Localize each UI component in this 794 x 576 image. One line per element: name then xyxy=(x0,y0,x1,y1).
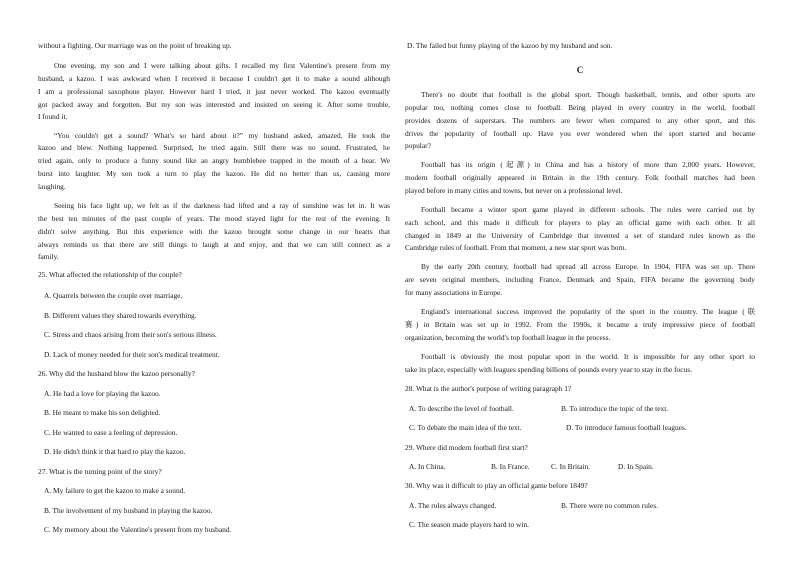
text-line: England's international success improved the popularity of the sport in the country. The league (联 xyxy=(421,307,755,316)
option-a: A. Quarrels between the couple over marriage. xyxy=(44,291,183,300)
text-line: Football is obviously the most popular sport in the world. It is impossible for any other sport to xyxy=(421,352,755,361)
question-stem: 25. What affected the relationship of the couple? xyxy=(38,270,182,279)
question-stem: 26. Why did the husband blow the kazoo personally? xyxy=(38,369,195,378)
option-d: D. In Spain. xyxy=(618,462,654,471)
text-line: take its place, especially with leagues spending billions of pounds every year to stay in the focus. xyxy=(405,365,692,374)
option-c: C. My memory about the Valentine's present from my husband. xyxy=(44,525,232,534)
text-line: husband, a kazoo. I was awkward when I received it because I couldn't get it to make a sound although xyxy=(38,74,390,83)
text-line: popular too, nothing comes close to football. Being played in every country in the world, football xyxy=(405,103,755,112)
text-line: didn't solve anything. But this experience with the kazoo brought some change in our hearts that xyxy=(38,227,390,236)
text-line: Football became a winter sport game played in different schools. The rules were carried out by xyxy=(421,205,755,214)
option-b: B. To introduce the topic of the text. xyxy=(561,404,669,413)
text-line: family. xyxy=(38,252,59,261)
option-a: A. My failure to get the kazoo to make a sound. xyxy=(44,486,186,495)
text-line: for many associations in Europe. xyxy=(405,288,503,297)
section-heading: C xyxy=(576,65,584,75)
question-stem: 28. What is the author's purpose of writing paragraph 1? xyxy=(405,384,572,393)
option-a: A. He had a love for playing the kazoo. xyxy=(44,389,161,398)
text-line: kazoo and blew. Nothing happened. Surprised, he tried again. Still there was no sound. Frustrated, he xyxy=(38,143,390,152)
text-line: laughing. xyxy=(38,182,66,191)
text-line: I found it. xyxy=(38,112,68,121)
option-d: D. He didn't think it that hard to play the kazoo. xyxy=(44,447,186,456)
text-line: There's no doubt that football is the global sport. Though basketball, tennis, and other sports are xyxy=(421,90,755,99)
option-c: C. To debate the main idea of the text. xyxy=(409,423,522,432)
option-c: C. The season made players hard to win. xyxy=(409,520,529,529)
option-a: A. To describe the level of football. xyxy=(409,404,514,413)
option-b: B. Different values they shared towards everything. xyxy=(44,311,197,320)
text-line: always reminds us that there are still things to laugh at and enjoy, and that we can still connect as a xyxy=(38,240,390,249)
option-d: D. Lack of money needed for their son's medical treatment. xyxy=(44,350,220,359)
text-line: burst into laughter. My son took a turn to play the kazoo. He did no better than us, causing more xyxy=(38,169,390,178)
text-line: got packed away and forgotten. But my son was interested and insisted on seeing it. After some trouble, xyxy=(38,100,390,109)
text-line: the best ten minutes of the past couple of years. The mood stayed light for the rest of the evening. It xyxy=(38,214,390,223)
option-b: B. He meant to make his son delighted. xyxy=(44,408,161,417)
option-b: B. The involvement of my husband in playing the kazoo. xyxy=(44,506,213,515)
text-line: Seeing his face light up, we felt as if the darkness had lifted and a ray of sunshine was let in. It was xyxy=(54,201,390,210)
text-line: drives the popularity of football up. Have you ever wondered when the sport started and became xyxy=(405,129,755,138)
option-a: A. In China. xyxy=(409,462,446,471)
option-c: C. He wanted to ease a feeling of depression. xyxy=(44,428,178,437)
option-c: C. In Britain. xyxy=(551,462,591,471)
text-line: played before in many cities and towns, but never on a professional level. xyxy=(405,186,623,195)
text-line: One evening, my son and I were talking about gifts. I recalled my first Valentine's present from my xyxy=(54,61,390,70)
text-line: organization, becoming the world's top football league in the process. xyxy=(405,333,611,342)
option-a: A. The rules always changed. xyxy=(409,501,497,510)
text-line: By the early 20th century, football had spread all across Europe. In 1904, FIFA was set up. There xyxy=(421,262,755,271)
option-b: B. There were no common rules. xyxy=(561,501,658,510)
text-line: 赛) in Britain was set up in 1992. From the 1990s, it became a truly impressive piece of football xyxy=(405,320,755,329)
option-c: C. Stress and chaos arising from their son's serious illness. xyxy=(44,330,217,339)
text-line: popular? xyxy=(405,141,431,150)
question-stem: 30. Why was it difficult to play an official game before 1849? xyxy=(405,481,588,490)
text-line: Cambridge rules of football. From that moment, a new star sport was born. xyxy=(405,243,627,252)
question-stem: 29. Where did modern football first start? xyxy=(405,443,528,452)
text-line: provides dozens of superstars. The numbers are fewer when compared to any other sport, and this xyxy=(405,116,755,125)
question-stem: 27. What is the turning point of the story? xyxy=(38,467,162,476)
text-line: each school, and this made it difficult for players to play an official game with each other. It all xyxy=(405,218,755,227)
text-line: “You couldn't get a sound? What's so hard about it?” my husband asked, amazed. He took the xyxy=(54,131,390,140)
text-line: changed in 1849 at the University of Cambridge that invented a set of standard rules known as the xyxy=(405,231,755,240)
text-line: I am a professional saxophone player. However hard I tried, it just never worked. The kazoo eventually xyxy=(38,87,390,96)
text-line: tried again, only to produce a funny sound like an angry bumblebee trapped in the mouth of a bear. We xyxy=(38,156,390,165)
paragraph-continuation: without a fighting. Our marriage was on the point of breaking up. xyxy=(38,41,232,50)
text-line: modern football originally appeared in Britain in the 19th century. Folk football matches had been xyxy=(405,173,755,182)
option-d: D. To introduce famous football leagues. xyxy=(566,423,687,432)
option-b: B. In France. xyxy=(491,462,530,471)
text-line: Football has its origin (起源) in China and has a history of more than 2,000 years. However, xyxy=(421,160,755,169)
text-line: are seven original members, including France, Denmark and Spain, FIFA became the governing body xyxy=(405,275,755,284)
option-d: D. The failed but funny playing of the kazoo by my husband and son. xyxy=(407,41,613,50)
